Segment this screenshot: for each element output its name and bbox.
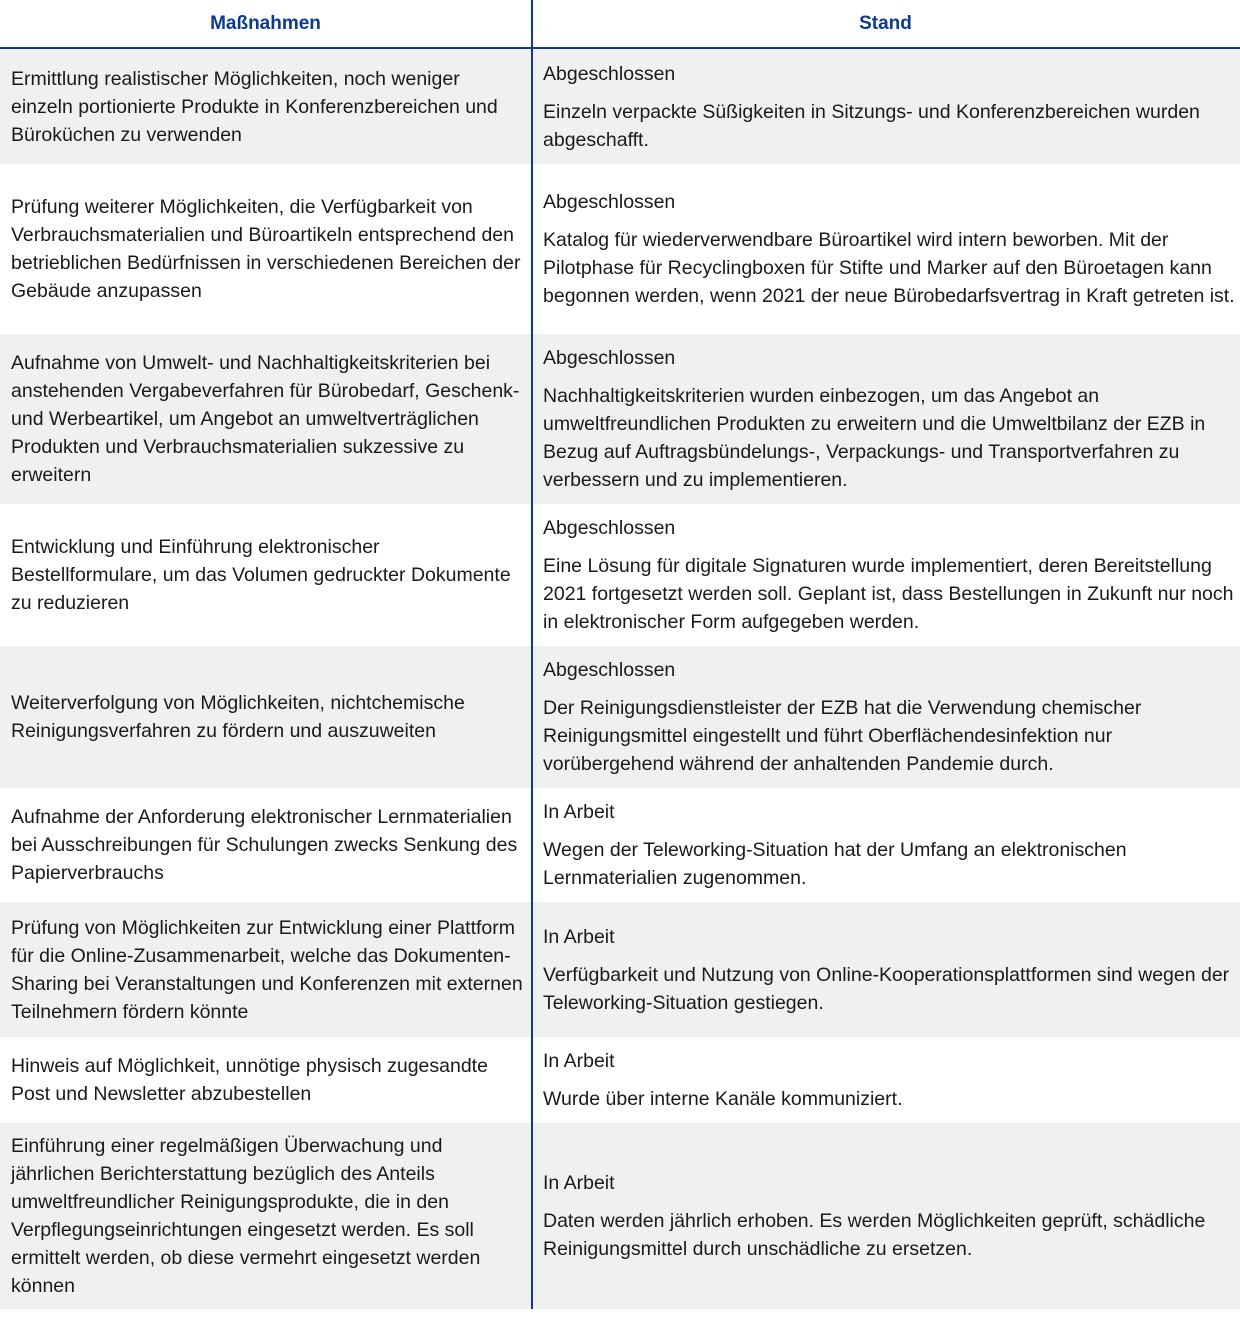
measure-cell: Aufnahme von Umwelt- und Nachhaltigkeitskriterien bei anstehenden Vergabeverfahren für Bürobedarf, Geschenk- und Werbeartikel, um Angebot an umweltverträglichen Produkten und Verbrauchsmaterialien sukzessive zu erweitern — [11, 352, 520, 486]
measure-cell: Hinweis auf Möglichkeit, unnötige physisch zugesandte Post und Newsletter abzubestellen — [11, 1055, 488, 1105]
status-label: Abgeschlossen — [543, 62, 676, 85]
measure-cell: Weiterverfolgung von Möglichkeiten, nichtchemische Reinigungsverfahren zu fördern und auszuweiten — [11, 692, 465, 742]
status-detail: Eine Lösung für digitale Signaturen wurde implementiert, deren Bereitstellung 2021 fortgesetzt werden soll. Geplant ist, dass Bestellungen in Zukunft nur noch in elektronischer Form aufgegeben werden. — [543, 555, 1234, 633]
status-cell — [531, 504, 1240, 646]
status-detail: Einzeln verpackte Süßigkeiten in Sitzungs- und Konferenzbereichen wurden abgeschafft. — [543, 100, 1200, 151]
status-cell — [531, 1037, 1240, 1123]
status-label: In Arbeit — [543, 801, 615, 823]
table-row — [0, 49, 1240, 164]
status-detail: Verfügbarkeit und Nutzung von Online-Kooperationsplattformen sind wegen der Teleworking-Situation gestiegen. — [543, 963, 1230, 1014]
table-row — [0, 1123, 1240, 1309]
status-cell — [531, 164, 1240, 334]
status-detail: Der Reinigungsdienstleister der EZB hat die Verwendung chemischer Reinigungsmittel eingestellt und führt Oberflächendesinfektion nur vorübergehend während der anhaltenden Pandemie durch. — [543, 697, 1142, 775]
status-label: In Arbeit — [543, 1050, 615, 1072]
status-label: Abgeschlossen — [543, 517, 676, 539]
status-detail: Wurde über interne Kanäle kommuniziert. — [543, 1088, 903, 1110]
status-detail: Daten werden jährlich erhoben. Es werden Möglichkeiten geprüft, schädliche Reinigungsmittel durch unschädliche zu ersetzen. — [543, 1210, 1206, 1260]
status-cell — [531, 788, 1240, 902]
status-label: In Arbeit — [543, 1172, 615, 1194]
status-label: In Arbeit — [543, 925, 615, 948]
table-row — [0, 334, 1240, 504]
measure-cell: Prüfung weiterer Möglichkeiten, die Verfügbarkeit von Verbrauchsmaterialien und Büroartikeln entsprechend den betrieblichen Bedürfnissen in verschiedenen Bereichen der Gebäude anzupassen — [11, 196, 521, 302]
status-cell — [531, 49, 1240, 164]
status-detail: Nachhaltigkeitskriterien wurden einbezogen, um das Angebot an umweltfreundlichen Produkten zu erweitern und die Umweltbilanz der EZB in Bezug auf Auftragsbündelungs-, Verpackungs- und Transportverfahren zu verbessern und zu implementieren. — [543, 385, 1206, 491]
table-row — [0, 164, 1240, 334]
measure-cell: Ermittlung realistischer Möglichkeiten, noch weniger einzeln portionierte Produkte in Konferenzbereichen und Büroküchen zu verwenden — [11, 67, 498, 146]
status-cell — [531, 646, 1240, 788]
status-label: Abgeschlossen — [543, 659, 676, 681]
status-cell — [531, 334, 1240, 504]
status-label: Abgeschlossen — [543, 347, 676, 369]
table-row — [0, 788, 1240, 902]
status-detail: Katalog für wiederverwendbare Büroartikel wird intern beworben. Mit der Pilotphase für Recyclingboxen für Stifte und Marker auf den Büroetagen kann begonnen werden, wenn 2021 der neue Bürobedarfsvertrag in Kraft getreten ist. — [543, 229, 1235, 307]
header-measures: Maßnahmen — [210, 12, 321, 34]
table-header — [0, 0, 1240, 49]
status-cell — [531, 902, 1240, 1037]
table-row — [0, 646, 1240, 788]
table-row — [0, 902, 1240, 1037]
column-divider — [531, 0, 533, 1309]
measure-cell: Aufnahme der Anforderung elektronischer Lernmaterialien bei Ausschreibungen für Schulungen zwecks Senkung des Papierverbrauchs — [11, 806, 518, 884]
status-detail: Wegen der Teleworking-Situation hat der Umfang an elektronischen Lernmaterialien zugenommen. — [543, 839, 1127, 889]
header-status: Stand — [859, 12, 912, 34]
measure-cell: Prüfung von Möglichkeiten zur Entwicklung einer Plattform für die Online-Zusammenarbeit, welche das Dokumenten-Sharing bei Veranstaltungen und Konferenzen mit externen Teilnehmern fördern könnte — [11, 916, 523, 1023]
status-cell — [531, 1123, 1240, 1309]
measure-cell: Entwicklung und Einführung elektronischer Bestellformulare, um das Volumen gedruckter Dokumente zu reduzieren — [11, 536, 511, 614]
table-row — [0, 504, 1240, 646]
table-row — [0, 1037, 1240, 1123]
measure-cell: Einführung einer regelmäßigen Überwachung und jährlichen Berichterstattung bezüglich des Anteils umweltfreundlicher Reinigungsprodukte, die in den Verpflegungseinrichtungen eingesetzt werden. Es soll ermittelt werden, ob diese vermehrt eingesetzt werden können — [11, 1135, 481, 1297]
status-label: Abgeschlossen — [543, 191, 676, 213]
